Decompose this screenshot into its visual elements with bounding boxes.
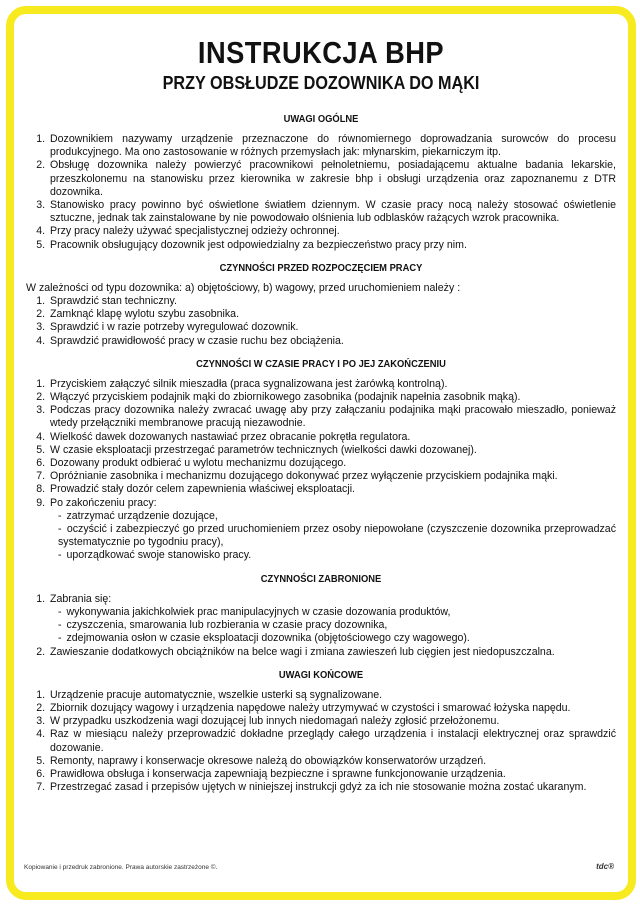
list-forbidden <box>26 593 616 659</box>
sublist-item-text: uporządkować swoje stanowisko pracy. <box>66 549 252 562</box>
list-item-text: Po zakończeniu pracy: <box>50 496 157 509</box>
list-item: 3. Podczas pracy dozownika należy zwracać uwagę aby przy załączaniu podajnika mąki pracowało mieszadło, ponieważ wtedy przełączniki membranowe pracują niezawodnie. <box>48 404 616 430</box>
section-heading-before-work: CZYNNOŚCI PRZED ROZPOCZĘCIEM PRACY <box>219 262 423 274</box>
publisher-logo: tdc® <box>596 862 614 871</box>
list-item <box>48 497 616 563</box>
list-item: 7. Opróżnianie zasobnika i mechanizmu dozującego dokonywać przez wyłączenie przyciskiem podajnika mąki. <box>48 470 616 483</box>
list-item: 3. W przypadku uszkodzenia wagi dozującej lub innych niedomagań należy zgłosić przełożonemu. <box>48 715 616 728</box>
list-item: 2. Zawieszanie dodatkowych obciążników na belce wagi i zmiana zawieszeń lub cięgien jest niedopuszczalna. <box>48 646 616 659</box>
page-subtitle: PRZY OBSŁUDZE DOZOWNIKA DO MĄKI <box>162 73 480 93</box>
list-item: 6. Prawidłowa obsługa i konserwacja zapewniają bezpieczne i sprawne funkcjonowanie urządzenia. <box>48 768 616 781</box>
copyright-notice: Kopiowanie i przedruk zabronione. Prawa autorskie zastrzeżone ©. <box>24 864 218 871</box>
sublist-item: - oczyścić i zabezpieczyć go przed uruchomieniem przez osoby niepowołane (czyszczenie dozownika przeprowadzać systematycznie po tygodniu pracy), <box>58 523 616 549</box>
list-item: 5. Remonty, naprawy i konserwacje okresowe należą do obowiązków konserwatorów urządzeń. <box>48 755 616 768</box>
list-item: 1. Dozownikiem nazywamy urządzenie przeznaczone do równomiernego doprowadzania surowców do procesu produkcyjnego. Ma ono zastosowanie w różnych przemysłach jak: młynarskim, piekarniczym itp. <box>48 133 616 159</box>
list-item: 4. Sprawdzić prawidłowość pracy w czasie ruchu bez obciążenia. <box>48 335 616 348</box>
sublist <box>50 606 616 646</box>
list-item: 2. Obsługę dozownika należy powierzyć pracownikowi pełnoletniemu, posiadającemu aktualne badania lekarskie, przeszkolonemu na stanowisku przez kierownika w zakresie bhp i obsługi urządzenia oraz zapoznanemu z DTR dozownika. <box>48 159 616 199</box>
list-item: 6. Dozowany produkt odbierać u wylotu mechanizmu dozującego. <box>48 457 616 470</box>
sublist-item: - zatrzymać urządzenie dozujące, <box>58 509 218 522</box>
sublist-item-text: wykonywania jakichkolwiek prac manipulacyjnych w czasie dozowania produktów, <box>66 605 451 618</box>
instruction-sheet <box>6 6 636 900</box>
list-item: 5. W czasie eksploatacji przestrzegać parametrów technicznych (wielkości dawki dozowanej). <box>48 444 616 457</box>
sublist-item: - czyszczenia, smarowania lub rozbierania w czasie pracy dozownika, <box>58 619 388 632</box>
list-item: 2. Włączyć przyciskiem podajnik mąki do zbiornikowego zasobnika (podajnik napełnia zasobnik mąką). <box>48 391 616 404</box>
list-general <box>26 133 616 252</box>
list-item: 4. Przy pracy należy używać specjalistycznej odzieży ochronnej. <box>48 225 616 238</box>
sublist-item-text: zdejmowania osłon w czasie eksploatacji dozownika (objętościowego czy wagowego). <box>66 632 470 645</box>
sublist-item: - wykonywania jakichkolwiek prac manipulacyjnych w czasie dozowania produktów, <box>58 605 451 618</box>
section-intro: W zależności od typu dozownika: a) objętościowy, b) wagowy, przed uruchomieniem należy : <box>26 281 461 294</box>
sublist-item-text: oczyścić i zabezpieczyć go przed uruchomieniem przez osoby niepowołane (czyszczenie dozownika przeprowadzać systematycznie po tygodniu pracy), <box>58 523 616 549</box>
list-item: 5. Pracownik obsługujący dozownik jest odpowiedzialny za bezpieczeństwo pracy przy nim. <box>48 239 616 252</box>
list-item: 4. Raz w miesiącu należy przeprowadzić dokładne przeglądy całego urządzenia i instalacji elektrycznej oraz sprawdzić dozowanie. <box>48 728 616 754</box>
list-item: 2. Zbiornik dozujący wagowy i urządzenia napędowe należy utrzymywać w czystości i smarować łożyska napędu. <box>48 702 616 715</box>
list-item: 3. Sprawdzić i w razie potrzeby wyregulować dozownik. <box>48 321 616 334</box>
section-heading-general: UWAGI OGÓLNE <box>283 114 359 125</box>
list-item <box>48 593 616 646</box>
list-item: 4. Wielkość dawek dozowanych nastawiać przez obracanie pokrętła regulatora. <box>48 431 616 444</box>
list-item: 1. Urządzenie pracuje automatycznie, wszelkie usterki są sygnalizowane. <box>48 689 616 702</box>
list-item: 1. Sprawdzić stan techniczny. <box>48 295 616 308</box>
list-during-work <box>26 378 616 563</box>
sublist-item-text: zatrzymać urządzenie dozujące, <box>66 509 218 522</box>
list-item: 7. Przestrzegać zasad i przepisów ujętych w niniejszej instrukcji gdyż za ich nie stosowanie można zostać ukaranym. <box>48 781 616 794</box>
sublist-item-text: czyszczenia, smarowania lub rozbierania w czasie pracy dozownika, <box>66 619 388 632</box>
page-title: INSTRUKCJA BHP <box>197 35 445 70</box>
section-heading-final: UWAGI KOŃCOWE <box>278 669 364 681</box>
section-heading-forbidden: CZYNNOŚCI ZABRONIONE <box>260 573 382 585</box>
sublist-item: - uporządkować swoje stanowisko pracy. <box>58 549 252 562</box>
list-item: 3. Stanowisko pracy powinno być oświetlone światłem dziennym. W czasie pracy nocą należy stosować oświetlenie sztuczne, jednak tak zainstalowane by nie powodowało olśnienia lub odblasków rażących wzrok pracownika. <box>48 199 616 225</box>
list-before-work <box>26 295 616 348</box>
list-item: 1. Przyciskiem załączyć silnik mieszadła (praca sygnalizowana jest żarówką kontrolną). <box>48 378 616 391</box>
sublist <box>50 510 616 563</box>
sublist-item: - zdejmowania osłon w czasie eksploatacji dozownika (objętościowego czy wagowego). <box>58 632 470 645</box>
list-item: 2. Zamknąć klapę wylotu szybu zasobnika. <box>48 308 616 321</box>
list-final <box>26 689 616 795</box>
list-item: 8. Prowadzić stały dozór celem zapewnienia właściwej eksploatacji. <box>48 483 616 496</box>
section-heading-during-work: CZYNNOŚCI W CZASIE PRACY I PO JEJ ZAKOŃCZENIU <box>196 358 446 370</box>
list-item-text: Zabrania się: <box>50 592 112 605</box>
